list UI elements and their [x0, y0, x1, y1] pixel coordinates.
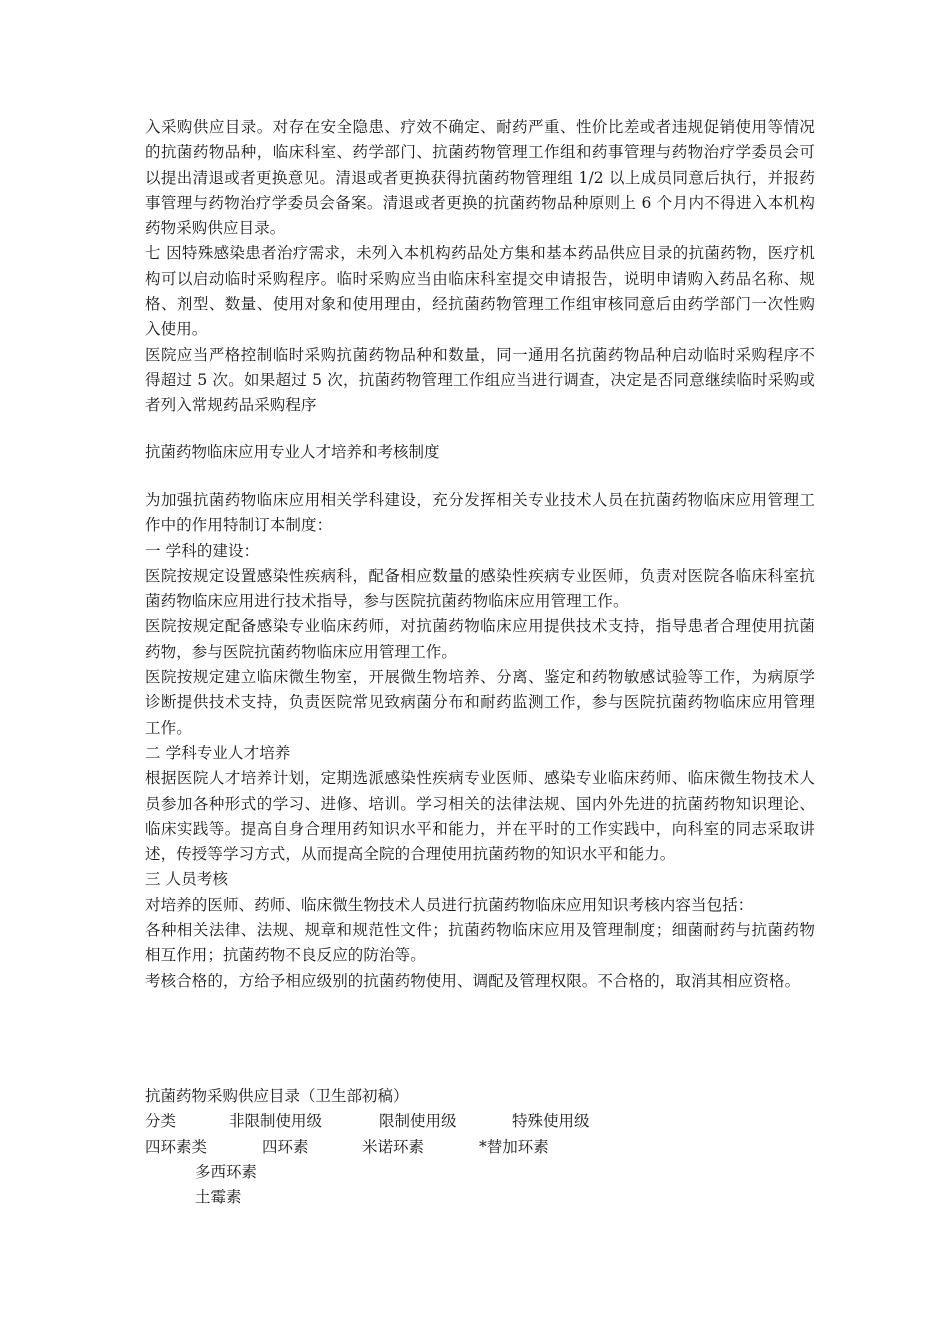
- paragraph: 各种相关法律、法规、规章和规范性文件；抗菌药物临床应用及管理制度；细菌耐药与抗菌药物相互作用；抗菌药物不良反应的防治等。: [145, 921, 815, 965]
- section-training-text: [145, 488, 815, 994]
- subheading: 一 学科的建设：: [145, 541, 260, 560]
- table-title-text: 抗菌药物采购供应目录（卫生部初稿）: [145, 1087, 409, 1105]
- table-cell: 米诺环素: [362, 1137, 425, 1156]
- subheading: 二 学科专业人才培养: [145, 743, 291, 762]
- paragraph: 医院按规定建立临床微生物室，开展微生物培养、分离、鉴定和药物敏感试验等工作，为病原学诊断提供技术支持，负责医院常见致病菌分布和耐药监测工作，参与医院抗菌药物临床应用管理工作。: [145, 668, 815, 737]
- table-cell: 土霉素: [195, 1188, 242, 1207]
- paragraph: 对培养的医师、药师、临床微生物技术人员进行抗菌药物临床应用知识考核内容当包括：: [145, 895, 754, 914]
- paragraph: 医院按规定配备感染专业临床药师，对抗菌药物临床应用提供技术支持，指导患者合理使用抗菌药物，参与医院抗菌药物临床应用管理工作。: [145, 617, 815, 661]
- section-heading: 抗菌药物临床应用专业人才培养和考核制度: [145, 443, 440, 461]
- paragraph: 根据医院人才培养计划，定期选派感染性疾病专业医师、感染专业临床药师、临床微生物技术人员参加各种形式的学习、进修、培训。学习相关的法律法规、国内外先进的抗菌药物知识理论、临床实践等。提高自身合理用药知识水平和能力，并在平时的工作实践中，向科室的同志采取讲述，传授等学习方式，从而提高全院的合理使用抗菌药物的知识水平和能力。: [145, 769, 815, 864]
- paragraph: 入采购供应目录。对存在安全隐患、疗效不确定、耐药严重、性价比差或者违规促销使用等情况的抗菌药物品种，临床科室、药学部门、抗菌药物管理工作组和药事管理与药物治疗学委员会可以提出清退或者更换意见。清退或者更换获得抗菌药物管理组 1/2 以上成员同意后执行，并报药事管理与药物治疗学委员会备案。清退或者更换的抗菌药物品种原则上 6 个月内不得进入本机构药物采购供应目录。: [145, 118, 815, 238]
- section-procurement-text: [145, 115, 815, 419]
- paragraph: 为加强抗菌药物临床应用相关学科建设，充分发挥相关专业技术人员在抗菌药物临床应用管理工作中的作用特制订本制度：: [145, 491, 815, 535]
- table-cell: 四环素类: [145, 1137, 208, 1156]
- header-cell: 限制使用级: [379, 1112, 457, 1131]
- paragraph: 医院应当严格控制临时采购抗菌药物品种和数量，同一通用名抗菌药物品种启动临时采购程序不得超过 5 次。如果超过 5 次，抗菌药物管理工作组应当进行调查，决定是否同意继续临时采购或者列入常规药品采购程序: [145, 345, 815, 415]
- header-cell: 非限制使用级: [229, 1112, 323, 1131]
- header-cell: 分类: [145, 1112, 177, 1131]
- paragraph: 考核合格的，方给予相应级别的抗菌药物使用、调配及管理权限。不合格的，取消其相应资格。: [145, 971, 801, 990]
- subheading: 三 人员考核: [145, 870, 229, 889]
- table-cell: 四环素: [262, 1137, 309, 1156]
- paragraph: 医院按规定设置感染性疾病科，配备相应数量的感染性疾病专业医师，负责对医院各临床科室抗菌药物临床应用进行技术指导，参与医院抗菌药物临床应用管理工作。: [145, 566, 815, 611]
- table-cell: *替加环素: [479, 1137, 549, 1156]
- paragraph: 七 因特殊感染患者治疗需求，未列入本机构药品处方集和基本药品供应目录的抗菌药物，医疗机构可以启动临时采购程序。临时采购应当由临床科室提交申请报告，说明申请购入药品名称、规格、剂型、数量、使用对象和使用理由，经抗菌药物管理工作组审核同意后由药学部门一次性购入使用。: [145, 244, 815, 339]
- table-cell: 多西环素: [195, 1162, 258, 1181]
- header-cell: 特殊使用级: [512, 1112, 590, 1131]
